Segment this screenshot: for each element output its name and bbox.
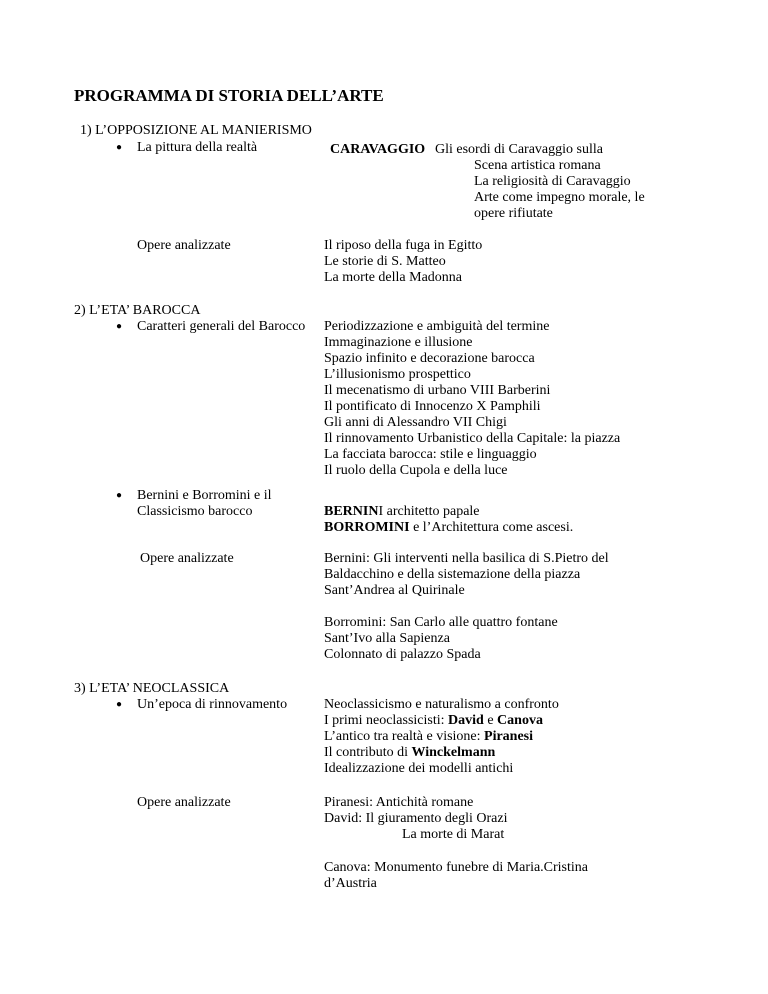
caravaggio-label xyxy=(330,142,425,158)
section-2-works-label: Opere analizzate xyxy=(140,551,234,566)
section-2-topic2-line1: Bernini e Borromini e il xyxy=(137,488,272,503)
barocco-item-3: Spazio infinito e decorazione barocca xyxy=(324,351,535,366)
bernini-work-2: Baldacchino e della sistemazione della piazza xyxy=(324,567,581,582)
caravaggio-desc-1: Gli esordi di Caravaggio sulla xyxy=(435,142,603,157)
section-2-heading: 2) L’ETA’ BAROCCA xyxy=(74,303,201,318)
neo-line-2 xyxy=(324,713,543,729)
page-title: PROGRAMMA DI STORIA DELL’ARTE xyxy=(74,86,384,105)
bernini-bold: BERNIN xyxy=(324,504,379,519)
barocco-item-9: La facciata barocca: stile e linguaggio xyxy=(324,447,537,462)
artist-david: David xyxy=(448,713,484,728)
neo-line-5: Idealizzazione dei modelli antichi xyxy=(324,761,514,776)
barocco-item-6: Il pontificato di Innocenzo X Pamphili xyxy=(324,399,541,414)
barocco-item-8: Il rinnovamento Urbanistico della Capitale: la piazza xyxy=(324,431,621,446)
section-1-work-2: Le storie di S. Matteo xyxy=(324,254,446,269)
neo-line-4 xyxy=(324,745,495,761)
borromini-bold: BORROMINI xyxy=(324,520,410,535)
barocco-item-5: Il mecenatismo di urbano VIII Barberini xyxy=(324,383,551,398)
borromini-work-2: Sant’Ivo alla Sapienza xyxy=(324,631,450,646)
section-3-work-3: La morte di Marat xyxy=(402,827,505,842)
section-3-work-2: David: Il giuramento degli Orazi xyxy=(324,811,508,826)
section-2-topic2-line2: Classicismo barocco xyxy=(137,504,253,519)
barocco-item-2: Immaginazione e illusione xyxy=(324,335,473,350)
section-1-topic: La pittura della realtà xyxy=(137,140,258,155)
section-3-heading: 3) L’ETA’ NEOCLASSICA xyxy=(74,681,230,696)
bernini-rest: I architetto papale xyxy=(378,504,480,519)
section-2-topic: Caratteri generali del Barocco xyxy=(137,319,306,334)
section-1-works-label: Opere analizzate xyxy=(137,238,231,253)
neo-line-4-pre: Il contributo di xyxy=(324,745,412,760)
caravaggio-desc-3: La religiosità di Caravaggio xyxy=(474,174,631,189)
neo-line-1: Neoclassicismo e naturalismo a confronto xyxy=(324,697,559,712)
caravaggio-desc-2: Scena artistica romana xyxy=(474,158,601,173)
borromini-work-1: Borromini: San Carlo alle quattro fontane xyxy=(324,615,558,630)
artist-winckelmann: Winckelmann xyxy=(411,745,496,760)
bullet-icon: ● xyxy=(116,321,123,332)
artist-canova: Canova xyxy=(497,713,543,728)
artist-caravaggio: CARAVAGGIO xyxy=(330,142,426,157)
canova-work-line2: d’Austria xyxy=(324,876,377,891)
section-1-heading: 1) L’OPPOSIZIONE AL MANIERISMO xyxy=(80,123,312,138)
canova-work-line1: Canova: Monumento funebre di Maria.Cristina xyxy=(324,860,588,875)
barocco-item-7: Gli anni di Alessandro VII Chigi xyxy=(324,415,507,430)
bernini-line xyxy=(324,504,480,520)
bullet-icon: ● xyxy=(116,142,123,153)
section-3-work-1: Piranesi: Antichità romane xyxy=(324,795,474,810)
section-3-topic: Un’epoca di rinnovamento xyxy=(137,697,288,712)
bernini-work-1: Bernini: Gli interventi nella basilica di S.Pietro del xyxy=(324,551,609,566)
neo-line-3-pre: L’antico tra realtà e visione: xyxy=(324,729,485,744)
bernini-work-3: Sant’Andrea al Quirinale xyxy=(324,583,465,598)
neo-line-2-pre: I primi neoclassicisti: xyxy=(324,713,449,728)
borromini-line xyxy=(324,520,573,536)
section-1-work-1: Il riposo della fuga in Egitto xyxy=(324,238,483,253)
barocco-item-4: L’illusionismo prospettico xyxy=(324,367,471,382)
bullet-icon: ● xyxy=(116,699,123,710)
section-3-works-label: Opere analizzate xyxy=(137,795,231,810)
borromini-rest: e l’Architettura come ascesi. xyxy=(409,520,574,535)
artist-piranesi: Piranesi xyxy=(484,729,534,744)
neo-line-2-mid: e xyxy=(483,713,498,728)
caravaggio-desc-4: Arte come impegno morale, le xyxy=(474,190,645,205)
borromini-work-3: Colonnato di palazzo Spada xyxy=(324,647,481,662)
barocco-item-1: Periodizzazione e ambiguità del termine xyxy=(324,319,550,334)
neo-line-3 xyxy=(324,729,533,745)
section-1-work-3: La morte della Madonna xyxy=(324,270,463,285)
caravaggio-desc-5: opere rifiutate xyxy=(474,206,553,221)
bullet-icon: ● xyxy=(116,490,123,501)
barocco-item-10: Il ruolo della Cupola e della luce xyxy=(324,463,508,478)
